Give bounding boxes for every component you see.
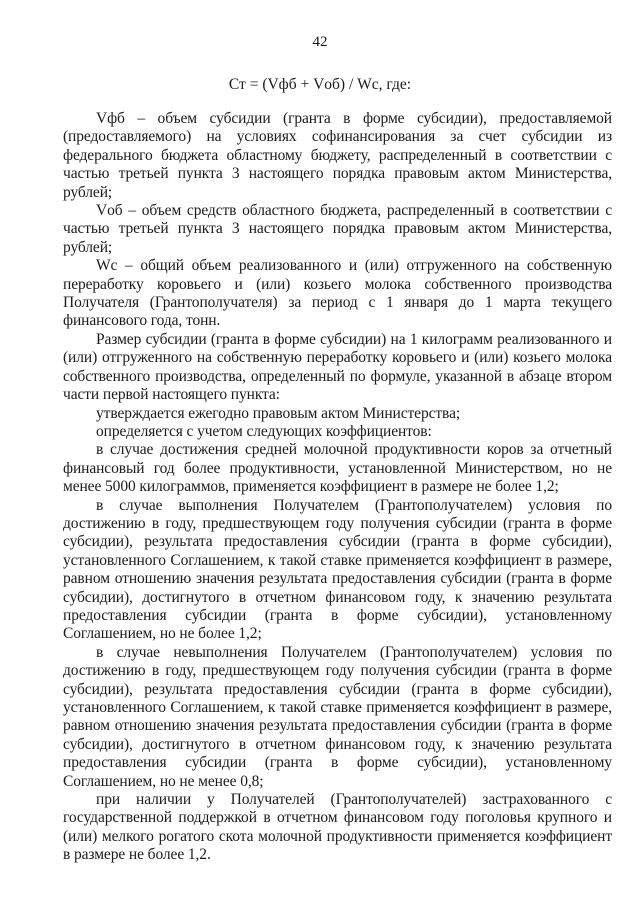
paragraph-approved-annually: утверждается ежегодно правовым актом Министерства; xyxy=(96,404,461,422)
paragraph-wc-definition: Wс – общий объем реализованного и (или) отгруженного на собственную переработку коровьего и (или) козьего молока собственного производства Получателя (Грантополучателя) за период с 1 января до 1 марта текущего финансового года, тонн. xyxy=(63,257,612,330)
paragraph-vob-definition: Vоб – объем средств областного бюджета, распределенный в соответствии с частью третьей пункта 3 настоящего порядка правовым актом Министерства, рублей; xyxy=(63,202,612,256)
document-body xyxy=(0,110,640,865)
page-number: 42 xyxy=(312,34,328,50)
paragraph-coefficient-productivity: в случае достижения средней молочной продуктивности коров за отчетный финансовый год более продуктивности, установленной Министерством, но не менее 5000 килограммов, применяется коэффициент в размере не более 1,2; xyxy=(63,441,612,496)
paragraph-coefficient-fulfilled: в случае выполнения Получателем (Грантополучателем) условия по достижению в году, предшествующем году получения субсидии (гранта в форме субсидии), результата предоставления субсидии (гранта в форме субсидии), установленного Соглашением, к такой ставке применяется коэффициент в размере, равном отношению значения результата предоставления субсидии (гранта в форме субсидии), достигнутого в отчетном финансовом году, к значению результата предоставления субсидии (гранта в форме субсидии), установленному Соглашением, но не более 1,2; xyxy=(63,496,612,643)
paragraph-subsidy-size-intro: Размер субсидии (гранта в форме субсидии) на 1 килограмм реализованного и (или) отгруженного на собственную переработку коровьего и (или) козьего молока собственного производства, определенный по формуле, указанной в абзаце втором части первой настоящего пункта: xyxy=(63,330,612,404)
formula-line: Ст = (Vфб + Vоб) / Wс, где: xyxy=(228,76,412,93)
paragraph-coefficients-intro: определяется с учетом следующих коэффициентов: xyxy=(96,422,432,440)
paragraph-coefficient-not-fulfilled: в случае невыполнения Получателем (Грантополучателем) условия по достижению в году, предшествующем году получения субсидии (гранта в форме субсидии), результата предоставления субсидии (гранта в форме субсидии), установленного Соглашением, к такой ставке применяется коэффициент в размере, равном отношению значения результата предоставления субсидии (гранта в форме субсидии), достигнутого в отчетном финансовом году, к значению результата предоставления субсидии (гранта в форме субсидии), установленному Соглашением, но не менее 0,8; xyxy=(63,643,612,790)
paragraph-coefficient-insurance: при наличии у Получателей (Грантополучателей) застрахованного с государственной поддержкой в отчетном финансовом году поголовья крупного и (или) мелкого рогатого скота молочной продуктивности применяется коэффициент в размере не более 1,2. xyxy=(63,791,612,864)
paragraph-vfb-definition: Vфб – объем субсидии (гранта в форме субсидии), предоставляемой (предоставляемого) на условиях софинансирования за счет субсидии из федерального бюджета областному бюджету, распределенный в соответствии с частью третьей пункта 3 настоящего порядка правовым актом Министерства, рублей; xyxy=(63,110,612,201)
